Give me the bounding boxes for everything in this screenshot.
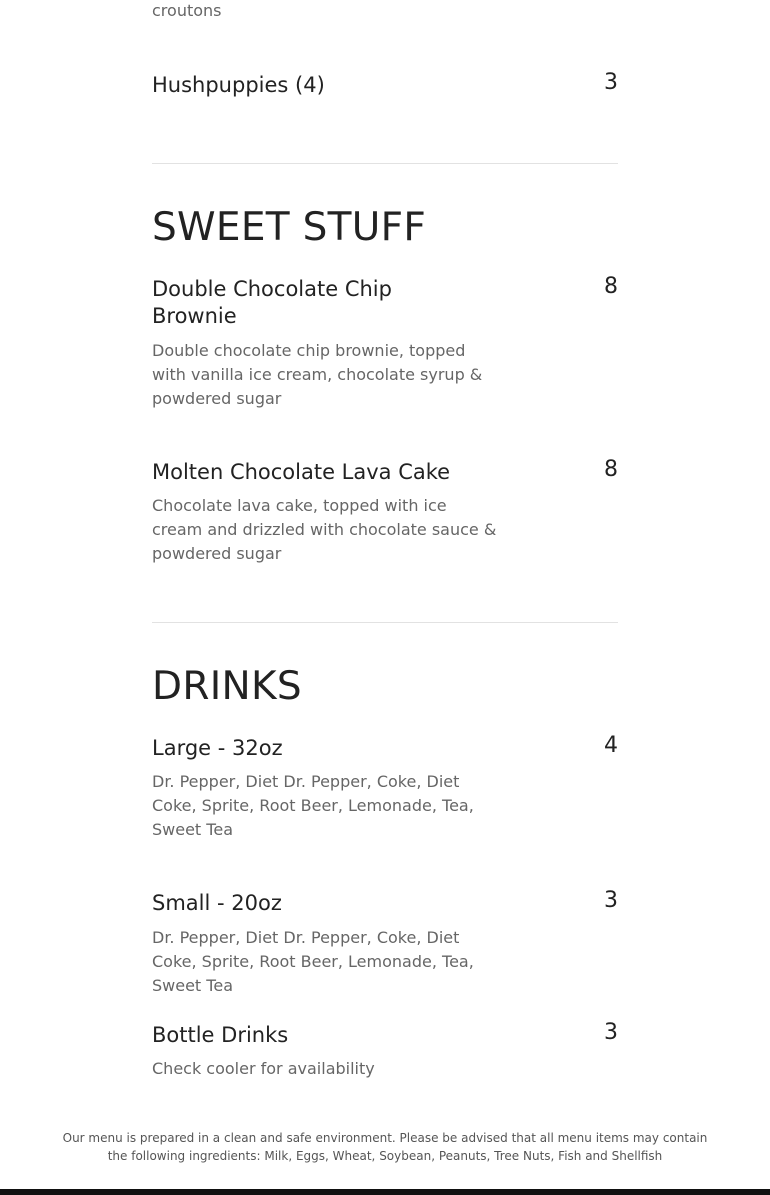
menu-item-description-small-drink: Dr. Pepper, Diet Dr. Pepper, Coke, Diet Coke, Sprite, Root Beer, Lemonade, Tea, Sweet Tea bbox=[152, 928, 474, 995]
menu-item-description-lava-cake: Chocolate lava cake, topped with ice cream and drizzled with chocolate sauce & powdered sugar bbox=[152, 496, 497, 563]
bottom-edge-bar bbox=[0, 1189, 770, 1195]
menu-item-description-brownie: Double chocolate chip brownie, topped with vanilla ice cream, chocolate syrup & powdered sugar bbox=[152, 341, 483, 408]
menu-item-price-large-drink: 4 bbox=[604, 733, 618, 758]
menu-item-name-small-drink: Small - 20oz bbox=[152, 891, 282, 915]
menu-item-name-large-drink: Large - 32oz bbox=[152, 736, 283, 760]
menu-item-description-large-drink: Dr. Pepper, Diet Dr. Pepper, Coke, Diet Coke, Sprite, Root Beer, Lemonade, Tea, Sweet Tea bbox=[152, 772, 474, 839]
menu-item-price-bottle-drinks: 3 bbox=[604, 1020, 618, 1045]
previous-item-description-fragment: croutons bbox=[152, 1, 222, 20]
menu-item-name-bottle-drinks: Bottle Drinks bbox=[152, 1023, 289, 1047]
menu-item-price-small-drink: 3 bbox=[604, 888, 618, 913]
menu-item-price-lava-cake: 8 bbox=[604, 457, 618, 482]
allergen-disclaimer: Our menu is prepared in a clean and safe environment. Please be advised that all menu items may contain the following ingredients: Milk, Eggs, Wheat, Soybean, Peanuts, Tree Nuts, Fish and Shellfish bbox=[62, 1131, 708, 1163]
section-heading-sweet-stuff: SWEET STUFF bbox=[152, 205, 427, 250]
section-divider bbox=[152, 622, 618, 623]
menu-item-name-brownie: Double Chocolate Chip Brownie bbox=[152, 277, 392, 328]
menu-item-description-bottle-drinks: Check cooler for availability bbox=[152, 1059, 375, 1078]
menu-item-name-hushpuppies: Hushpuppies (4) bbox=[152, 73, 325, 97]
section-divider bbox=[152, 163, 618, 164]
menu-item-name-lava-cake: Molten Chocolate Lava Cake bbox=[152, 460, 451, 484]
section-heading-drinks: DRINKS bbox=[152, 664, 302, 709]
menu-item-price-brownie: 8 bbox=[604, 274, 618, 299]
menu-item-price-hushpuppies: 3 bbox=[604, 70, 618, 95]
